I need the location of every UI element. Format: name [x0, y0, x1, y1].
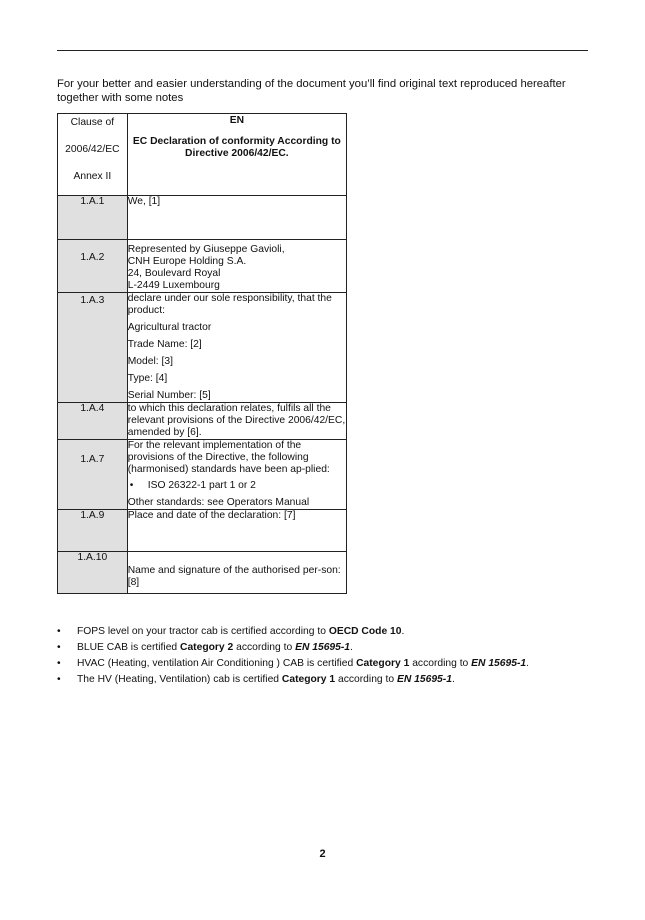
- clause-number: 1.A.9: [58, 510, 128, 552]
- note-segment: .: [526, 658, 529, 669]
- clause-number: 1.A.3: [58, 293, 128, 403]
- list-item: [57, 640, 529, 656]
- clause-paragraph: Place and date of the declaration: [7]: [127, 510, 296, 521]
- note-segment: according to: [409, 658, 472, 669]
- clause-number: 1.A.4: [58, 403, 128, 440]
- table-row: [58, 196, 347, 240]
- note-segment: The HV (Heating, Ventilation) cab is certified: [77, 674, 282, 685]
- note-emphasis: Category 2: [180, 642, 234, 653]
- list-item: [57, 656, 529, 672]
- standard-name: ISO 26322-1 part 1 or 2: [147, 480, 256, 491]
- note-text: [77, 640, 353, 656]
- clause-paragraph: Serial Number: [5]: [127, 390, 211, 401]
- table-row: [58, 510, 347, 552]
- clause-paragraph: to which this declaration relates, fulfils all the relevant provisions of the Directive 2006/42/EC, amended by [6].: [127, 403, 346, 438]
- clause-paragraph: For the relevant implementation of the provisions of the Directive, the following (harmonised) standards have been ap-plied:: [127, 440, 330, 475]
- bullet-icon: •: [129, 480, 134, 491]
- note-standard: EN 15695-1: [396, 674, 452, 685]
- clause-line: L-2449 Luxembourg: [127, 280, 220, 291]
- clause-number-label: 1.A.2: [80, 252, 105, 263]
- clause-paragraph: Type: [4]: [127, 373, 168, 384]
- note-emphasis: Category 1: [356, 658, 410, 669]
- clause-header-line: Annex II: [73, 171, 112, 182]
- language-header: [127, 114, 346, 196]
- table-row: [58, 403, 347, 440]
- list-item: [57, 624, 529, 640]
- clause-paragraph: Trade Name: [2]: [127, 339, 202, 350]
- header-rule: [57, 50, 588, 51]
- note-segment: according to: [335, 674, 397, 685]
- clause-paragraph: Agricultural tractor: [127, 322, 212, 333]
- declaration-title: EC Declaration of conformity According to Directive 2006/42/EC.: [132, 136, 341, 159]
- clause-number: [58, 240, 128, 293]
- note-text: [77, 656, 529, 672]
- note-standard: EN 15695-1: [295, 642, 351, 653]
- declaration-table: [57, 113, 347, 594]
- note-standard: EN 15695-1: [471, 658, 527, 669]
- bullet-icon: •: [57, 674, 61, 685]
- clause-number-label: 1.A.7: [80, 454, 105, 465]
- clause-line: Represented by Giuseppe Gavioli,: [127, 244, 285, 255]
- certification-notes: [57, 624, 529, 688]
- clause-text: [127, 293, 346, 403]
- clause-paragraph: Other standards: see Operators Manual: [127, 497, 310, 508]
- page-number: 2: [319, 848, 326, 860]
- table-row: [58, 240, 347, 293]
- clause-paragraph: Model: [3]: [127, 356, 173, 367]
- clause-text: [127, 403, 346, 440]
- clause-text: [127, 440, 346, 510]
- clause-paragraph: Name and signature of the authorised per-son: [8]: [127, 565, 341, 588]
- clause-line: CNH Europe Holding S.A.: [127, 256, 247, 267]
- note-segment: BLUE CAB is certified: [77, 642, 181, 653]
- note-text: [77, 624, 404, 640]
- clause-text: [127, 510, 346, 552]
- clause-number: 1.A.1: [58, 196, 128, 240]
- bullet-icon: •: [57, 658, 61, 669]
- clause-number: 1.A.10: [58, 552, 128, 594]
- note-segment: .: [401, 626, 405, 637]
- table-row: [58, 440, 347, 510]
- table-header-row: [58, 114, 347, 196]
- clause-line: We, [1]: [127, 196, 161, 207]
- language-code: EN: [229, 115, 245, 126]
- list-item: [57, 672, 529, 688]
- clause-header-line: 2006/42/EC: [65, 144, 120, 155]
- note-segment: HVAC (Heating, ventilation Air Conditioning ) CAB is certified: [77, 658, 357, 669]
- clause-text: [127, 552, 346, 594]
- note-emphasis: Category 1: [281, 674, 336, 685]
- clause-header-line: Clause of: [70, 117, 115, 128]
- note-segment: FOPS level on your tractor cab is certified according to: [77, 626, 329, 637]
- clause-paragraph: declare under our sole responsibility, that the product:: [127, 293, 332, 316]
- note-segment: .: [350, 642, 353, 653]
- note-emphasis: OECD Code 10: [328, 626, 402, 637]
- intro-text: For your better and easier understanding of the document you’ll find original text reproduced hereafter together with some notes: [57, 78, 566, 104]
- clause-number: [58, 440, 128, 510]
- clause-line: 24, Boulevard Royal: [127, 268, 221, 279]
- note-segment: according to: [233, 642, 296, 653]
- clause-text: [127, 196, 346, 240]
- standard-bullet: [128, 480, 346, 492]
- note-text: [77, 672, 455, 688]
- bullet-icon: •: [57, 642, 61, 653]
- clause-text: [127, 240, 346, 293]
- clause-header: [58, 114, 128, 196]
- table-row: [58, 293, 347, 403]
- table-row: [58, 552, 347, 594]
- bullet-icon: •: [57, 626, 61, 637]
- note-segment: .: [451, 674, 455, 685]
